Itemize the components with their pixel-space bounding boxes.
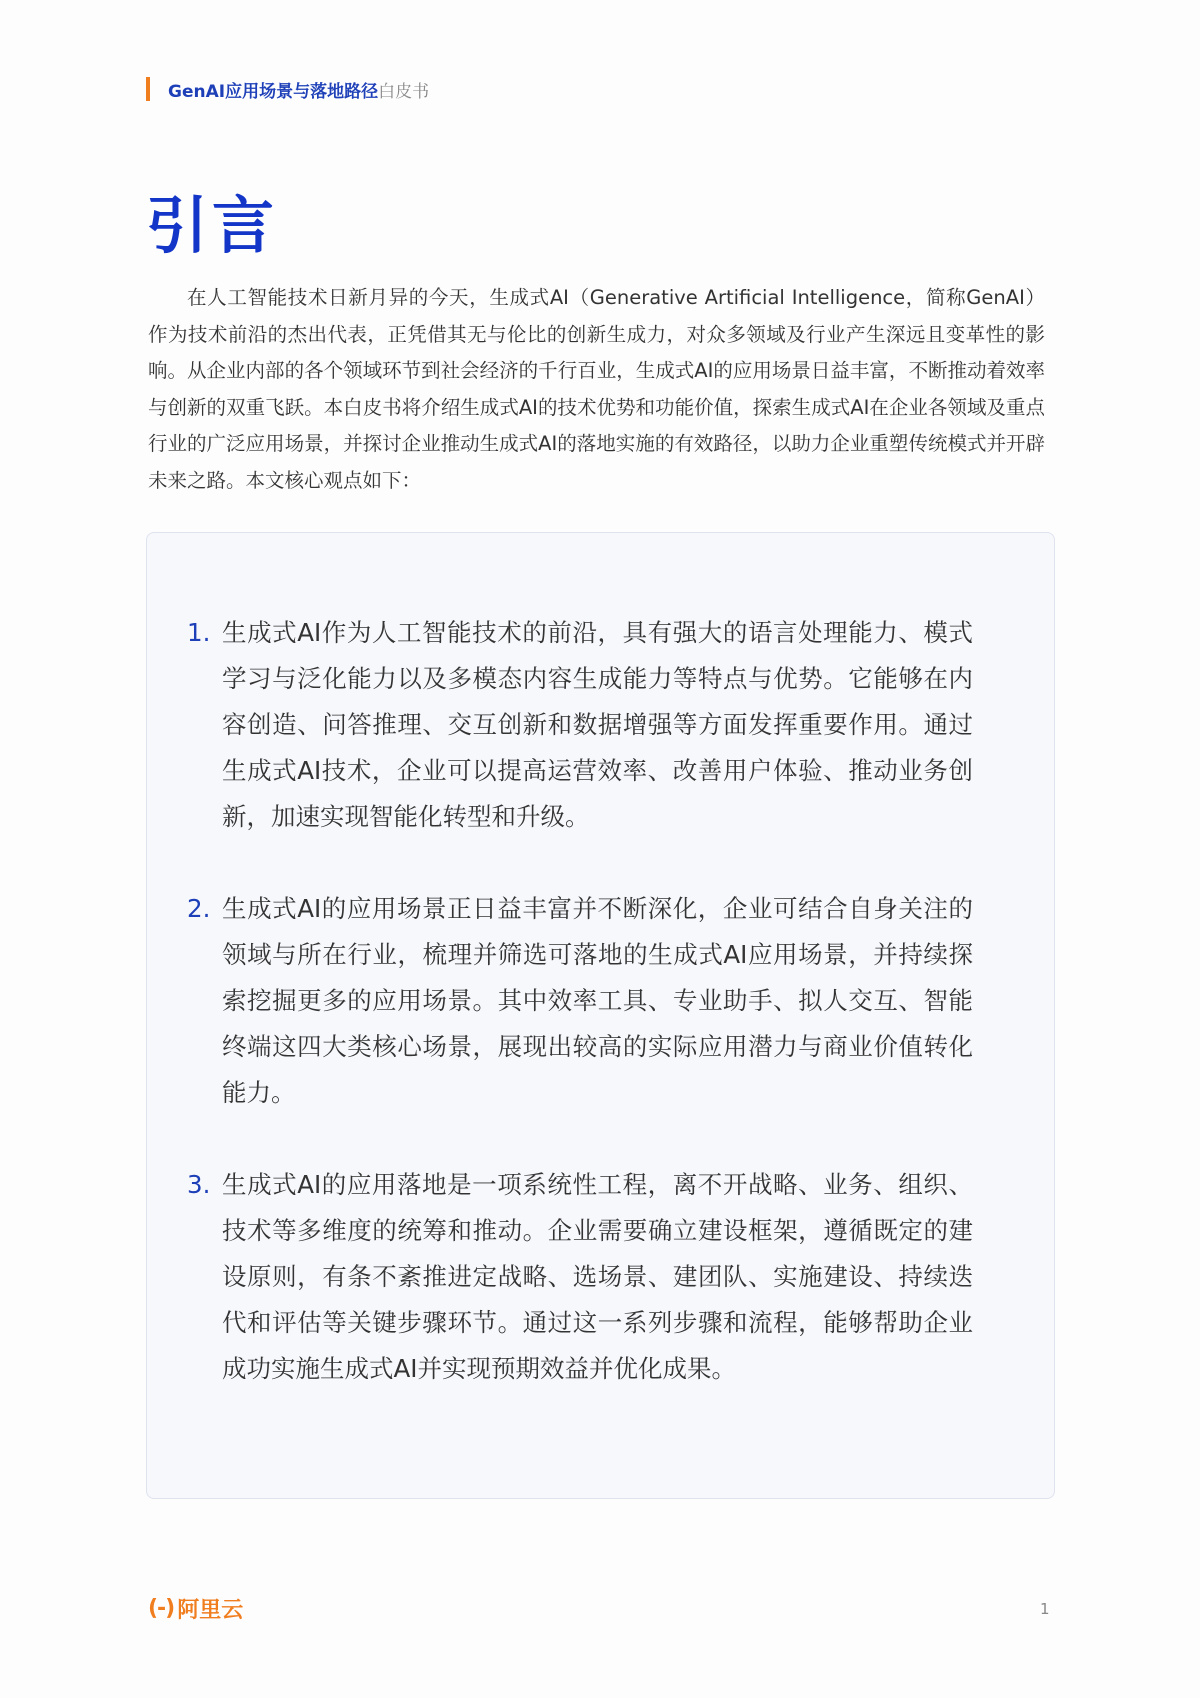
point-text: 生成式AI作为人工智能技术的前沿，具有强大的语言处理能力、模式学习与泛化能力以及多模态内容生成能力等特点与优势。它能够在内容创造、问答推理、交互创新和数据增强等方面发挥重要作用。通过生成式AI技术，企业可以提高运营效率、改善用户体验、推动业务创新，加速实现智能化转型和升级。 <box>222 618 973 831</box>
page-title: 引言 <box>146 189 279 262</box>
header-suffix: 白皮书 <box>378 81 430 102</box>
aliyun-logo <box>148 1593 243 1624</box>
key-point-2 <box>187 886 973 1116</box>
aliyun-logo-icon: (-) <box>148 1596 175 1621</box>
key-point-3 <box>187 1162 973 1392</box>
point-number: 1. <box>187 618 211 647</box>
point-number: 3. <box>187 1170 211 1199</box>
header-title: GenAI应用场景与落地路径 <box>168 81 379 102</box>
point-text: 生成式AI的应用场景正日益丰富并不断深化，企业可结合自身关注的领域与所在行业，梳理并筛选可落地的生成式AI应用场景，并持续探索挖掘更多的应用场景。其中效率工具、专业助手、拟人交互、智能终端这四大类核心场景，展现出较高的实际应用潜力与商业价值转化能力。 <box>222 894 973 1107</box>
intro-paragraph: 在人工智能技术日新月异的今天，生成式AI（Generative Artificial Intelligence，简称GenAI）作为技术前沿的杰出代表，正凭借其无与伦比的创新生成力，对众多领域及行业产生深远且变革性的影响。从企业内部的各个领域环节到社会经济的千行百业，生成式AI的应用场景日益丰富，不断推动着效率与创新的双重飞跃。本白皮书将介绍生成式AI的技术优势和功能价值，探索生成式AI在企业各领域及重点行业的广泛应用场景，并探讨企业推动生成式AI的落地实施的有效路径，以助力企业重塑传统模式并开辟未来之路。本文核心观点如下： <box>148 286 1045 492</box>
header-accent-bar <box>146 77 150 101</box>
logo-text: 阿里云 <box>177 1598 244 1623</box>
point-number: 2. <box>187 894 211 923</box>
page-number: 1 <box>1040 1600 1050 1618</box>
running-header <box>146 77 429 101</box>
point-text: 生成式AI的应用落地是一项系统性工程，离不开战略、业务、组织、技术等多维度的统筹和推动。企业需要确立建设框架，遵循既定的建设原则，有条不紊推进定战略、选场景、建团队、实施建设、持续迭代和评估等关键步骤环节。通过这一系列步骤和流程，能够帮助企业成功实施生成式AI并实现预期效益并优化成果。 <box>222 1170 973 1383</box>
key-point-1 <box>187 610 973 840</box>
key-points-box <box>146 532 1055 1499</box>
